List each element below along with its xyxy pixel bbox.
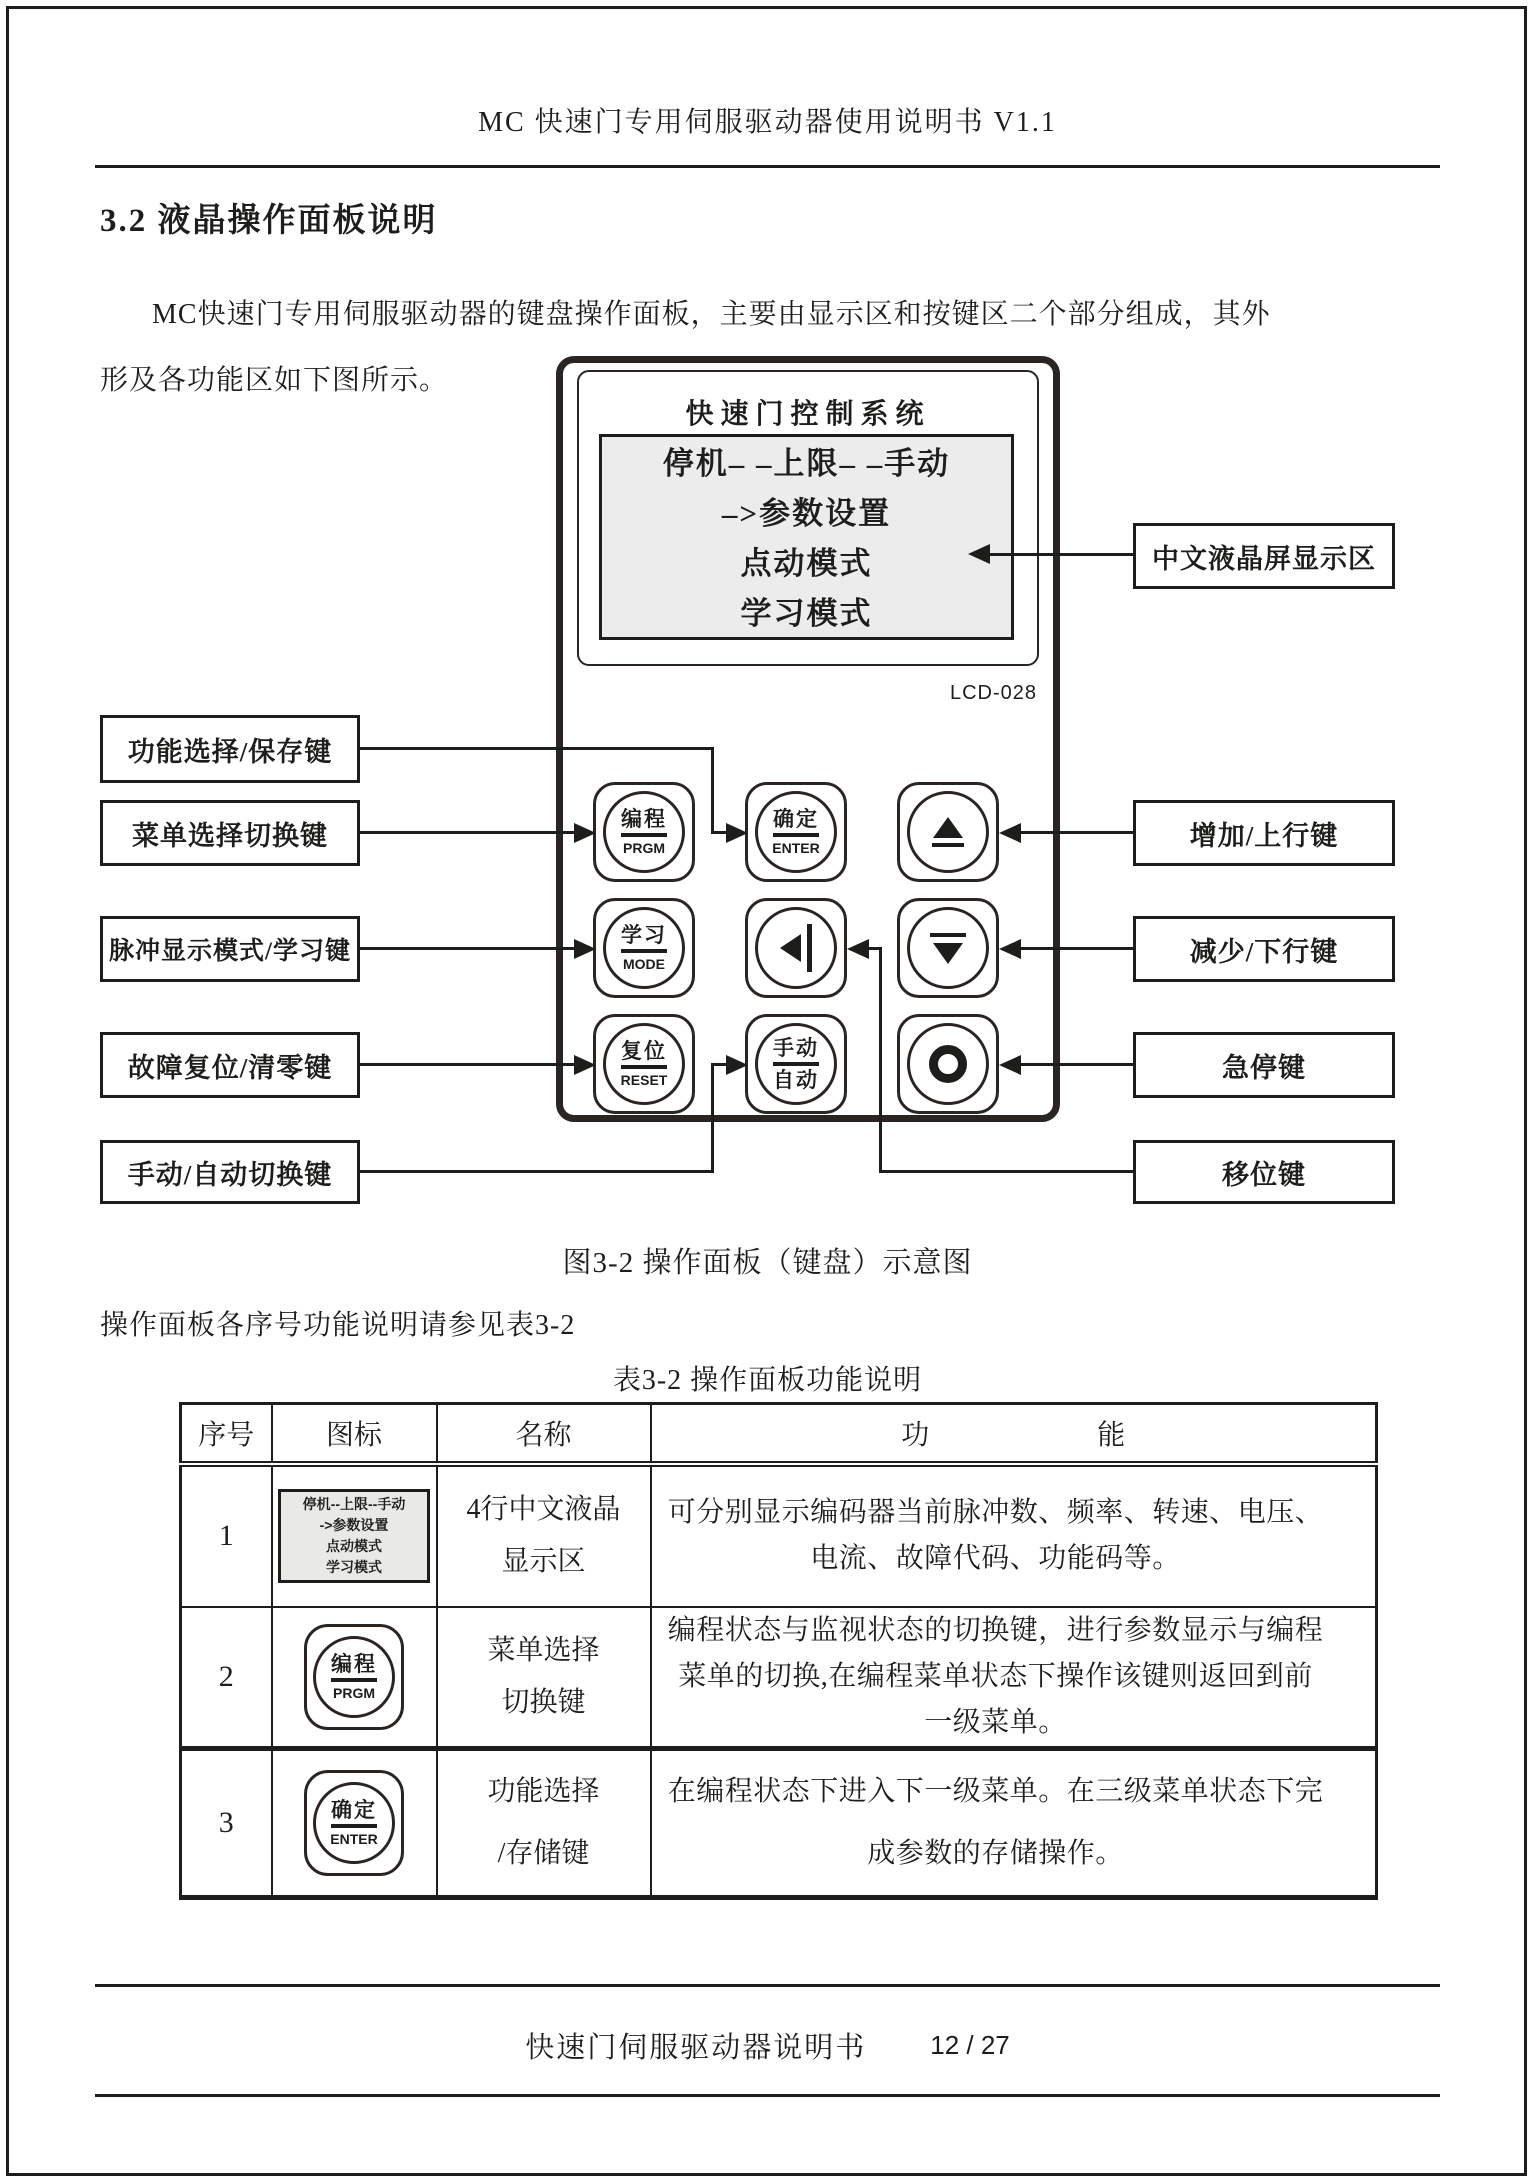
callout-pulse-mode-learn-key: 脉冲显示模式/学习键 [100,916,360,982]
row-number: 2 [181,1607,272,1749]
enter-key-cn-label: 确定 [773,807,819,831]
connector-line [711,747,714,834]
ring-icon [907,1023,989,1105]
callout-fault-reset-key: 故障复位/清零键 [100,1032,360,1098]
lcd-title: 快速门控制系统 [685,399,931,430]
enter-key-icon [304,1770,404,1876]
right-arrowhead-icon [726,823,748,843]
callout-function-save-key: 功能选择/保存键 [100,715,360,783]
table-row [181,1607,1377,1749]
prgm-key-icon [603,791,685,873]
left-arrowhead-icon [968,544,990,564]
section-title: 3.2 液晶操作面板说明 [100,203,438,239]
intro-paragraph-line1: MC快速门专用伺服驱动器的键盘操作面板，主要由显示区和按键区二个部分组成，其外 [152,299,1271,330]
callout-lcd-display-area: 中文液晶屏显示区 [1133,523,1395,589]
triangle-left-bar-icon [755,907,837,989]
callout-emergency-stop-key: 急停键 [1133,1032,1395,1098]
enter-key [745,782,847,882]
footer-rule-top [95,1984,1440,1987]
col-header-number: 序号 [181,1404,272,1464]
triangle-up-icon [907,791,989,873]
lcd-line: 停机– –上限– –手动 [662,446,951,481]
mini-lcd-line: 点动模式 [326,1538,382,1554]
table-header-row [181,1404,1377,1464]
stop-key [897,1014,999,1114]
row-function-text: 在编程状态下进入下一级菜单。在三级菜单状态下完成参数的存储操作。 [667,1775,1324,1869]
footer-rule-bottom [95,2094,1440,2097]
row-number: 3 [181,1748,272,1897]
col-header-name: 名称 [437,1404,651,1464]
table-intro-text: 操作面板各序号功能说明请参见表3-2 [100,1310,576,1341]
footer-doc-title: 快速门伺服驱动器说明书 [525,2031,867,2064]
row-function-cell [651,1748,1377,1897]
connector-line [360,1063,576,1066]
row-function-text: 编程状态与监视状态的切换键，进行参数显示与编程菜单的切换,在编程菜单状态下操作该键则返回到前一级菜单。 [667,1614,1324,1738]
function-table [179,1402,1378,1900]
lcd-line: 学习模式 [740,596,873,631]
auto-label: 自动 [773,1068,819,1092]
row-icon-cell [272,1748,437,1897]
row-name-line: 菜单选择 [487,1634,600,1666]
shift-key [745,898,847,998]
prgm-key-icon [304,1624,404,1730]
connector-line [1016,831,1133,834]
manual-label: 手动 [773,1036,819,1060]
intro-paragraph-line2: 形及各功能区如下图所示。 [100,365,449,396]
callout-manual-auto-key: 手动/自动切换键 [100,1140,360,1204]
mode-key-cn-label: 学习 [621,923,667,947]
enter-key-icon [755,791,837,873]
reset-key-cn-label: 复位 [621,1039,667,1063]
header-title: MC 快速门专用伺服驱动器使用说明书 V1.1 [478,107,1057,138]
row-name-line: 4行中文液晶 [466,1494,621,1525]
enter-key-en-label: ENTER [772,840,820,856]
callout-increase-up-key: 增加/上行键 [1133,800,1395,866]
lcd-model-label: LCD-028 [949,682,1037,704]
prgm-key-en-label: PRGM [623,840,665,856]
key-divider [621,833,667,837]
right-arrowhead-icon [726,1055,748,1075]
right-arrowhead-icon [574,823,596,843]
connector-line [1016,947,1133,950]
callout-shift-key: 移位键 [1133,1140,1395,1204]
mode-key [593,898,695,998]
prgm-key-cn-label: 编程 [621,807,667,831]
row-icon-cell [272,1464,437,1607]
left-arrowhead-icon [847,939,869,959]
enter-key-en-label: ENTER [330,1830,378,1847]
connector-line [879,947,882,1173]
row-name-line: 显示区 [501,1546,586,1577]
lcd-line: –>参数设置 [721,496,892,531]
figure-caption: 图3-2 操作面板（键盘）示意图 [562,1247,973,1279]
mode-key-en-label: MODE [623,956,665,972]
connector-line [360,1170,714,1173]
table-row [181,1748,1377,1897]
key-divider [331,1678,377,1682]
header-rule [95,165,1440,168]
prgm-key [593,782,695,882]
mini-lcd-line: 停机--上限--手动 [302,1496,406,1512]
triangle-down-icon [907,907,989,989]
left-arrowhead-icon [999,823,1021,843]
callout-decrease-down-key: 减少/下行键 [1133,916,1395,982]
row-function-text: 可分别显示编码器当前脉冲数、频率、转速、电压、电流、故障代码、功能码等。 [667,1497,1324,1574]
left-arrowhead-icon [999,1055,1021,1075]
prgm-key-cn-label: 编程 [331,1651,377,1676]
reset-key-icon [603,1023,685,1105]
mode-key-icon [603,907,685,989]
col-header-icon: 图标 [272,1404,437,1464]
lcd-line: 点动模式 [740,546,873,581]
callout-menu-switch-key: 菜单选择切换键 [100,800,360,866]
connector-line [990,553,1133,556]
enter-key-cn-label: 确定 [331,1797,377,1822]
row-icon-cell [272,1607,437,1749]
row-name-cell [437,1748,651,1897]
col-header-function: 功 能 [651,1404,1377,1464]
reset-key-en-label: RESET [620,1072,668,1088]
lcd-screen [599,434,1014,640]
right-arrowhead-icon [574,1055,596,1075]
connector-line [360,747,714,750]
connector-line [711,1063,714,1173]
row-name-line: /存储键 [497,1837,590,1869]
connector-line [1016,1063,1133,1066]
reset-key [593,1014,695,1114]
row-name-cell [437,1607,651,1749]
manual-auto-key [745,1014,847,1114]
row-function-cell [651,1464,1377,1607]
key-divider [331,1824,377,1828]
up-key [897,782,999,882]
mini-lcd-line: ->参数设置 [319,1517,389,1533]
row-name-line: 功能选择 [487,1775,600,1807]
mini-lcd-display-icon [278,1489,430,1583]
left-arrowhead-icon [999,939,1021,959]
key-divider [773,1062,819,1066]
table-title: 表3-2 操作面板功能说明 [612,1365,923,1396]
row-name-line: 切换键 [501,1686,586,1718]
key-divider [773,833,819,837]
row-number: 1 [181,1464,272,1607]
right-arrowhead-icon [574,939,596,959]
row-function-cell [651,1607,1377,1749]
footer-page-number: 12 / 27 [930,2029,1010,2060]
connector-line [360,947,576,950]
connector-line [360,831,576,834]
key-divider [621,1065,667,1069]
down-key [897,898,999,998]
manual-auto-key-icon [755,1023,837,1105]
footer [0,2012,1535,2078]
prgm-key-en-label: PRGM [333,1684,375,1701]
connector-line [879,1170,1133,1173]
row-name-cell [437,1464,651,1607]
mini-lcd-line: 学习模式 [326,1559,382,1575]
table-row [181,1464,1377,1607]
key-divider [621,949,667,953]
